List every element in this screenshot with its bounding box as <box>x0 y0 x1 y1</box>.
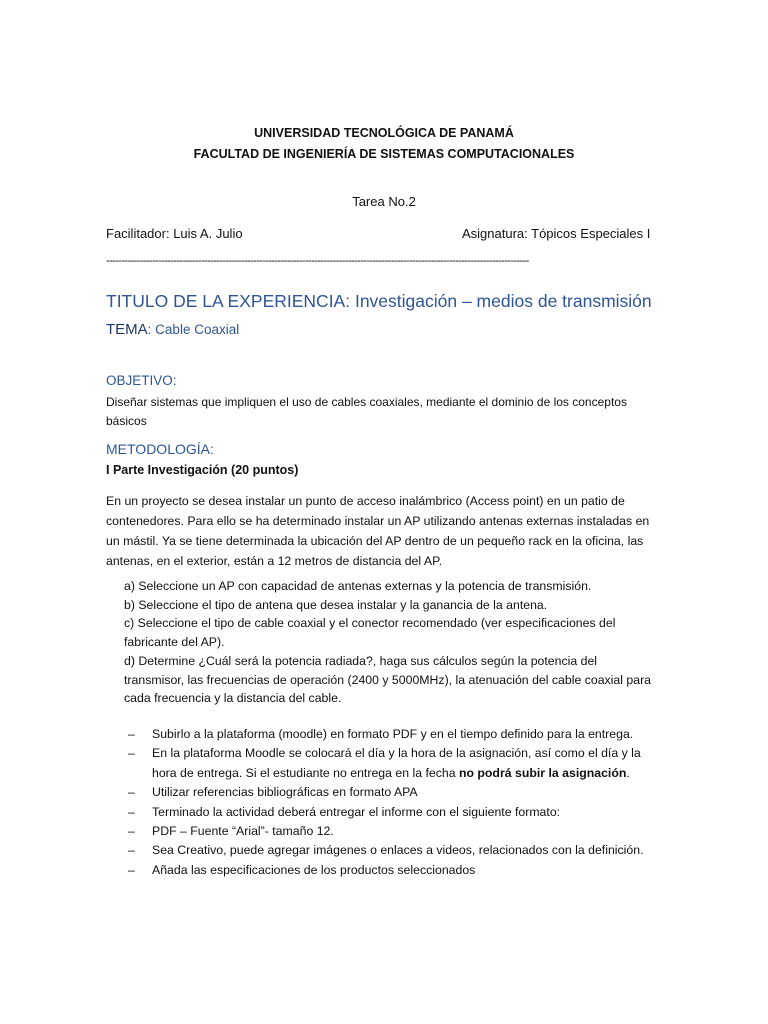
university-name: UNIVERSIDAD TECNOLÓGICA DE PANAMÁ <box>254 126 514 140</box>
instruction-text: PDF – Fuente “Arial”- tamaño 12. <box>152 824 334 839</box>
dash-bullet: – <box>128 727 135 741</box>
instruction-text <box>152 764 664 783</box>
subject: Asignatura: Tópicos Especiales I <box>462 226 651 241</box>
instructions-list <box>124 725 664 880</box>
topic-key: TEMA <box>106 321 148 338</box>
instruction-text: Terminado la actividad deberá entregar el informe con el siguiente formato: <box>152 804 561 819</box>
part-title: I Parte Investigación (20 puntos) <box>106 463 299 477</box>
list-item <box>124 783 664 802</box>
instruction-text: Añada las especificaciones de los productos seleccionados <box>152 862 476 877</box>
list-item <box>124 725 664 744</box>
question-line: cada frecuencia y la distancia del cable. <box>124 691 342 706</box>
question-line: c) Seleccione el tipo de cable coaxial y el conector recomendado (ver especificaciones del <box>124 616 616 631</box>
intro-line: En un proyecto se desea instalar un punto de acceso inalámbrico (Access point) en un patio de <box>106 494 625 508</box>
question-list <box>124 577 664 708</box>
instruction-text: Utilizar referencias bibliográficas en formato APA <box>152 785 418 800</box>
facilitator: Facilitador: Luis A. Julio <box>106 226 243 241</box>
list-item <box>124 861 664 880</box>
intro-paragraph <box>106 491 666 571</box>
dash-bullet: – <box>128 746 135 761</box>
objective-heading: OBJETIVO: <box>106 373 177 388</box>
list-item <box>124 803 664 822</box>
instruction-text: En la plataforma Moodle se colocará el día y la hora de la asignación, así como el día y la <box>152 746 641 761</box>
dash-bullet: – <box>128 824 135 839</box>
dash-bullet: – <box>128 843 135 858</box>
institution-header <box>0 123 768 165</box>
separator-line: ------------------------------------------------------------------------------------------------------------------------------------------ <box>106 255 529 267</box>
intro-line: contenedores. Para ello se ha determinado instalar un AP utilizando antenas externas instaladas en <box>106 514 650 528</box>
instruction-text: Subirlo a la plataforma (moodle) en formato PDF y en el tiempo definido para la entrega. <box>152 727 634 741</box>
objective-text: Diseñar sistemas que impliquen el uso de cables coaxiales, mediante el dominio de los conceptos básicos <box>106 395 627 428</box>
list-item <box>124 822 664 841</box>
dash-bullet: – <box>128 862 135 877</box>
experience-title: TITULO DE LA EXPERIENCIA: Investigación – medios de transmisión <box>106 291 652 311</box>
instruction-text-part: . <box>626 765 630 780</box>
faculty-name: FACULTAD DE INGENIERÍA DE SISTEMAS COMPUTACIONALES <box>193 147 575 161</box>
topic <box>106 321 239 338</box>
methodology-heading: METODOLOGÍA: <box>106 441 214 457</box>
intro-line: antenas, en el exterior, están a 12 metros de distancia del AP. <box>106 554 443 568</box>
question-line: b) Seleccione el tipo de antena que desea instalar y la ganancia de la antena. <box>124 597 548 612</box>
instruction-emphasis: no podrá subir la asignación <box>458 765 627 780</box>
intro-line: un mástil. Ya se tiene determinada la ubicación del AP dentro de un pequeño rack en la oficina, las <box>106 534 644 548</box>
question-line: a) Seleccione un AP con capacidad de antenas externas y la potencia de transmisión. <box>124 579 592 593</box>
instruction-text-part: hora de entrega. Si el estudiante no entrega en la fecha <box>152 765 459 780</box>
list-item <box>124 744 664 783</box>
topic-value: : Cable Coaxial <box>147 322 240 337</box>
instruction-text: Sea Creativo, puede agregar imágenes o enlaces a videos, relacionados con la definición. <box>152 843 644 858</box>
list-item <box>124 841 664 860</box>
assignment-number: Tarea No.2 <box>352 194 416 209</box>
dash-bullet: – <box>128 804 135 819</box>
question-line: transmisor, las frecuencias de operación (2400 y 5000MHz), la atenuación del cable coaxial para <box>124 672 652 687</box>
question-line: fabricante del AP). <box>124 635 225 650</box>
question-line: d) Determine ¿Cuál será la potencia radiada?, haga sus cálculos según la potencia del <box>124 653 598 668</box>
dash-bullet: – <box>128 785 135 800</box>
